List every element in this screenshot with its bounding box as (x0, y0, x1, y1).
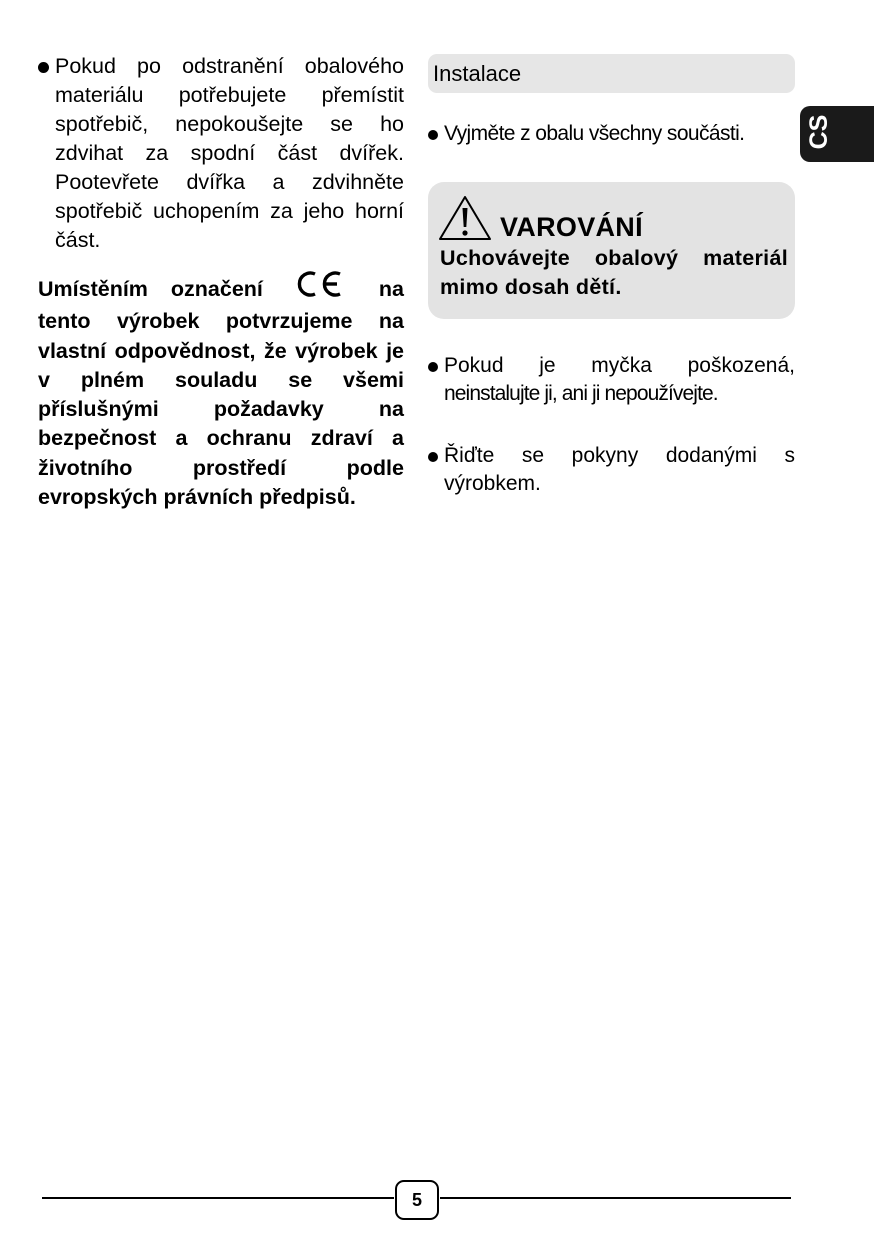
footer-rule-left (42, 1197, 394, 1199)
bullet-icon (38, 62, 49, 73)
remove-parts-text: Vyjměte z obalu všechny součásti. (444, 122, 745, 145)
damaged-line-1: Pokud je myčka poškozená, (444, 354, 795, 377)
language-tab (800, 106, 874, 162)
bullet-icon (428, 362, 438, 372)
instructions-line-1: Řiďte se pokyny dodanými s (444, 444, 795, 467)
footer-rule-right (440, 1197, 791, 1199)
remove-parts-bullet (428, 120, 796, 148)
warning-triangle-icon (437, 194, 493, 247)
warning-title: VAROVÁNÍ (500, 212, 643, 242)
language-code: CS (805, 114, 833, 150)
ce-declaration-end: na tento výrobek potvrzujeme na vlastní odpovědnost, že výrobek je v plném souladu se všemi příslušnými požadavky na bezpečnost a ochranu zdraví a životního prostředí podle evropských právních předpisů. (38, 277, 404, 510)
instructions-text (444, 442, 795, 498)
ce-declaration-start: Umístěním označení (38, 277, 263, 301)
bullet-icon (428, 130, 438, 140)
page-number: 5 (395, 1180, 439, 1220)
moving-appliance-text: Pokud po odstranění obalového materiálu potřebujete přemístit spotřebič, nepokoušejte se ho zdvihat za spodní část dvířek. Pootevřete dvířka a zdvihněte spotřebič uchopením za jeho horní část. (55, 54, 404, 252)
warning-box (428, 182, 795, 319)
moving-appliance-bullet (38, 52, 404, 255)
warning-text: Uchovávejte obalový materiál mimo dosah dětí. (440, 246, 788, 299)
ce-mark-icon (294, 269, 344, 307)
left-column (38, 52, 404, 512)
damaged-appliance-text (444, 352, 795, 408)
bullet-icon (428, 452, 438, 462)
damaged-appliance-bullet (428, 352, 795, 408)
damaged-line-2: neinstalujte ji, ani ji nepoužívejte. (444, 382, 718, 405)
instructions-line-2: výrobkem. (444, 472, 541, 495)
right-column (428, 54, 795, 495)
instructions-bullet (428, 442, 795, 498)
section-heading: Instalace (428, 54, 795, 93)
ce-declaration (38, 269, 404, 512)
